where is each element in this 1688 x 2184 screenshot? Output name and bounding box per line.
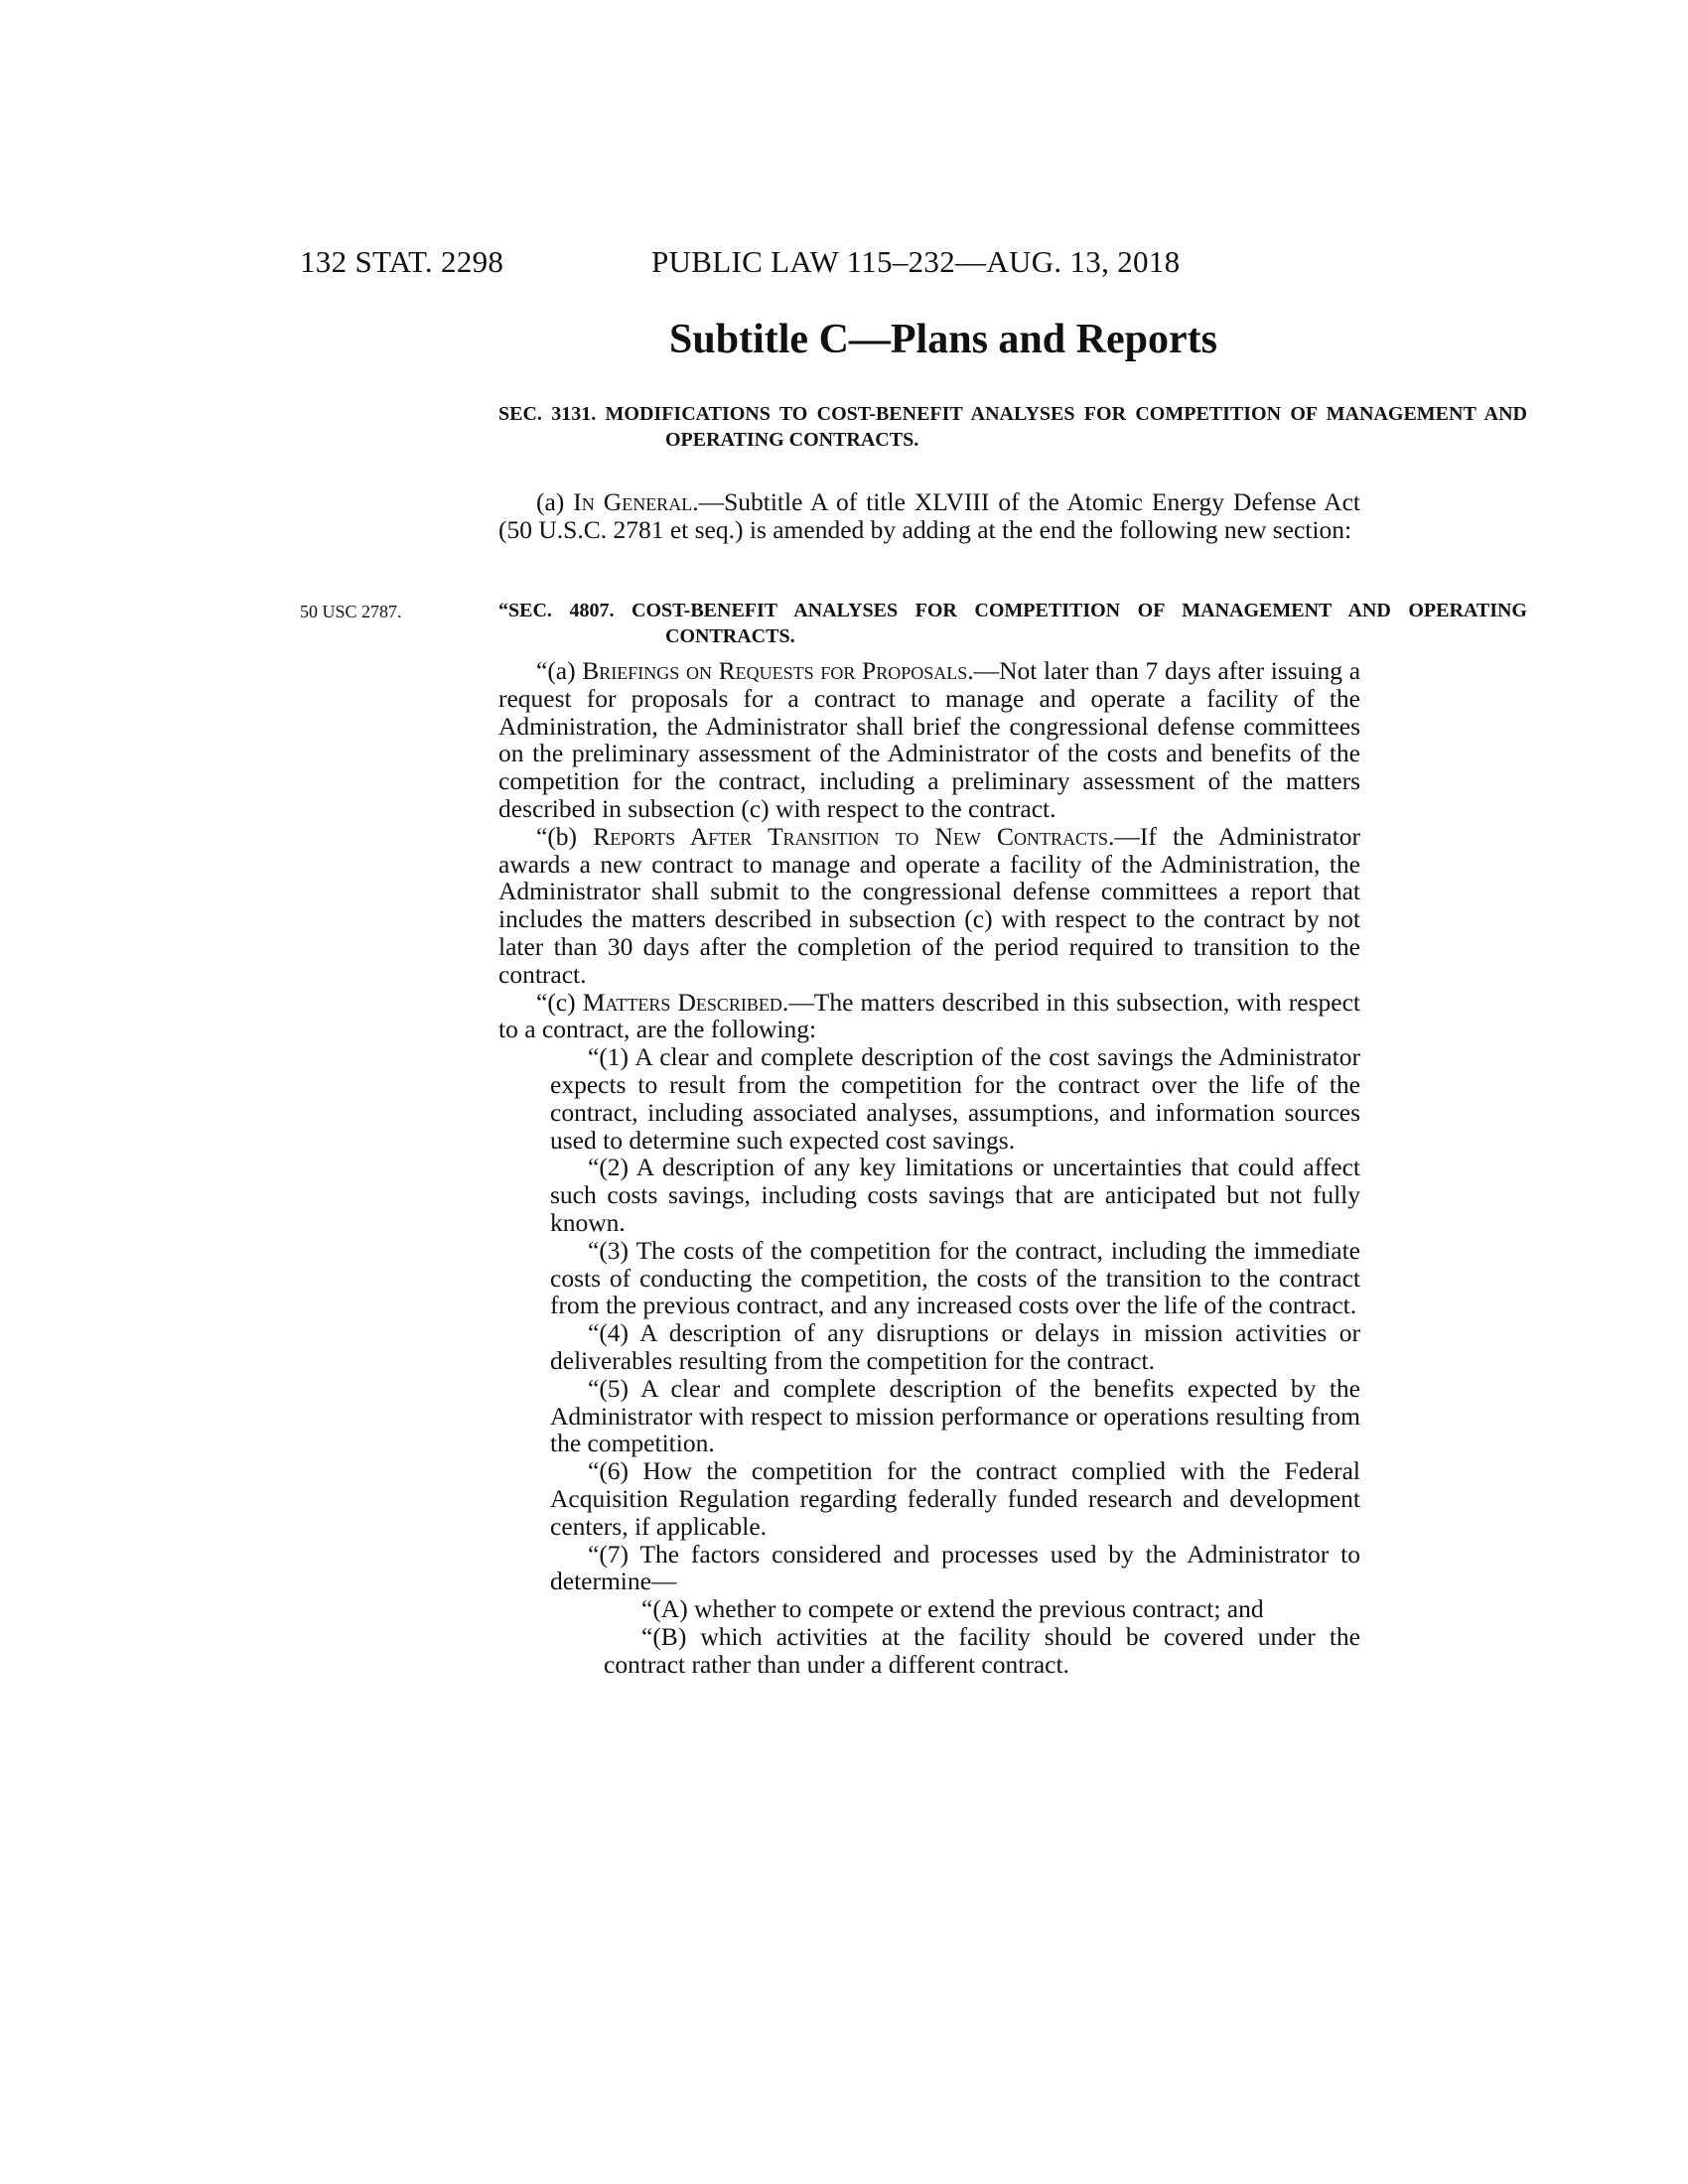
subsection-caption: Reports After Transition to New Contracts xyxy=(593,821,1109,851)
paragraph-3: “(3) The costs of the competition for the contract, including the immediate costs of conducting the competition, the costs of the transition to the contract from the previous contract, and any increased costs over the life of the contract. xyxy=(550,1235,1360,1320)
subsection-text: .—Subtitle A of title XLVIII of the Atomic Energy Defense Act (50 U.S.C. 2781 et seq.) is amended by adding at the end the following new section: xyxy=(498,487,1360,544)
section-3131-body xyxy=(498,488,1360,544)
subsection-text: .—Not later than 7 days after issuing a request for proposals for a contract to manage and operate a facility of the Administration, the Administrator shall brief the congressional defense committees on the preliminary assessment of the Administrator of the costs and benefits of the competition for the contract, including a preliminary assessment of the matters described in subsection (c) with respect to the contract. xyxy=(498,656,1361,823)
subsection-prefix: (a) xyxy=(536,487,574,516)
page-stat-citation: 132 STAT. 2298 xyxy=(300,244,504,279)
subsection-caption: Matters Described xyxy=(582,987,782,1017)
subsection-prefix: “(b) xyxy=(536,821,594,851)
paragraph-2: “(2) A description of any key limitations or uncertainties that could affect such costs savings, including costs savings that are anticipated but not fully known. xyxy=(550,1153,1360,1237)
subsection-caption: In General xyxy=(573,487,693,516)
subparagraph-b: “(B) which activities at the facility should be covered under the contract rather than under a different contract. xyxy=(604,1621,1360,1679)
subsection-a-in-general xyxy=(498,488,1360,544)
paragraph-1: “(1) A clear and complete description of the cost savings the Administrator expects to result from the competition for the contract over the life of the contract, including associated analyses, assumptions, and information sources used to determine such expected cost savings. xyxy=(550,1042,1360,1155)
paragraph-5: “(5) A clear and complete description of the benefits expected by the Administrator with respect to mission performance or operations resulting from the competition. xyxy=(550,1373,1360,1458)
subsection-prefix: “(c) xyxy=(536,987,583,1017)
subsection-prefix: “(a) xyxy=(536,656,583,685)
section-4807-heading: “SEC. 4807. COST-BENEFIT ANALYSES FOR COMPETITION OF MANAGEMENT AND OPERATING CONTRACTS. xyxy=(498,600,1527,647)
paragraph-4: “(4) A description of any disruptions or delays in mission activities or deliverables resulting from the competition for the contract. xyxy=(550,1318,1360,1375)
running-header-law: PUBLIC LAW 115–232—AUG. 13, 2018 xyxy=(651,244,1181,279)
section-4807-body xyxy=(498,657,1360,1678)
section-3131-heading: SEC. 3131. MODIFICATIONS TO COST-BENEFIT ANALYSES FOR COMPETITION OF MANAGEMENT AND OPERATING CONTRACTS. xyxy=(498,403,1527,451)
subsection-caption: Briefings on Requests for Proposals xyxy=(582,656,968,685)
subsection-c-matters xyxy=(498,989,1360,1044)
margin-note-usc: 50 USC 2787. xyxy=(300,602,402,621)
subsection-b-reports xyxy=(498,823,1360,989)
paragraph-7: “(7) The factors considered and processes used by the Administrator to determine— xyxy=(550,1539,1360,1596)
paragraph-6: “(6) How the competition for the contract complied with the Federal Acquisition Regulation regarding federally funded research and development centers, if applicable. xyxy=(550,1456,1360,1541)
subsection-text: .—The matters described in this subsection, with respect to a contract, are the following: xyxy=(498,987,1361,1044)
subparagraph-a: “(A) whether to compete or extend the previous contract; and xyxy=(641,1594,1264,1624)
subtitle-heading: Subtitle C—Plans and Reports xyxy=(669,317,1217,362)
subsection-a-briefings xyxy=(498,657,1360,823)
subsection-text: .—If the Administrator awards a new contract to manage and operate a facility of the Administration, the Administrator shall submit to the congressional defense committees a report that includes the matters described in subsection (c) with respect to the contract by not later than 30 days after the completion of the period required to transition to the contract. xyxy=(498,821,1360,989)
